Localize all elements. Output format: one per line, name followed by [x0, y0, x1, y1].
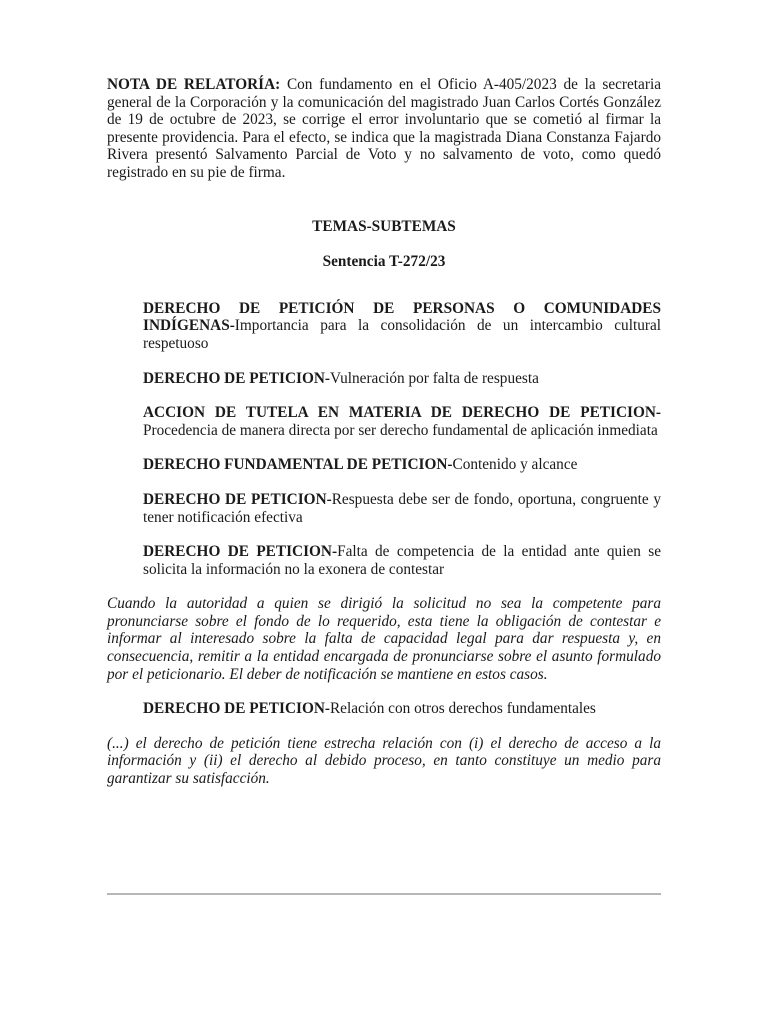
tema-text: Relación con otros derechos fundamentales	[329, 700, 596, 718]
tema-text: Falta de competencia de la entidad ante quien se solicita la información no la exonera de contestar	[143, 543, 661, 578]
temas-list	[107, 300, 661, 579]
quote-relacion: (...) el derecho de petición tiene estrecha relación con (i) el derecho de acceso a la información y (ii) el derecho al debido proceso, en tanto constituye un medio para garantizar su satisfacción.	[107, 734, 661, 788]
tema-bold: DERECHO DE PETICION-	[143, 700, 330, 718]
nota-relatoria	[107, 76, 661, 182]
tema-bold: DERECHO DE PETICION-	[143, 369, 330, 387]
tema-bold: DERECHO DE PETICION-	[143, 543, 338, 561]
tema-item	[143, 456, 661, 474]
tema-text: Procedencia de manera directa por ser derecho fundamental de aplicación inmediata	[143, 421, 658, 439]
page-divider	[107, 893, 661, 895]
tema-bold: DERECHO FUNDAMENTAL DE PETICION-	[143, 456, 453, 474]
tema-text: Vulneración por falta de respuesta	[329, 369, 539, 387]
tema-text: Contenido y alcance	[452, 456, 578, 474]
tema-item	[143, 404, 661, 439]
tema-item	[143, 700, 661, 718]
nota-text: Con fundamento en el Oficio A-405/2023 de la secretaria general de la Corporación y la comunicación del magistrado Juan Carlos Cortés González de 19 de octubre de 2023, se corrige el error involuntario que se cometió al firmar la presente providencia. Para el efecto, se indica que la magistrada Diana Constanza Fajardo Rivera presentó Salvamento Parcial de Voto y no salvamento de voto, como quedó registrado en su pie de firma.	[107, 76, 661, 181]
tema-item	[143, 370, 661, 388]
tema-text: Respuesta debe ser de fondo, oportuna, congruente y tener notificación efectiva	[143, 490, 662, 526]
tema-item	[143, 491, 661, 526]
tema-bold: ACCION DE TUTELA EN MATERIA DE DERECHO DE PETICION-	[143, 404, 661, 422]
quote-competencia: Cuando la autoridad a quien se dirigió la solicitud no sea la competente para pronunciarse sobre el fondo de lo requerido, esta tiene la obligación de contestar e informar al interesado sobre la falta de capacidad legal para dar respuesta y, en consecuencia, remitir a la entidad encargada de pronunciarse sobre el asunto formulado por el peticionario. El deber de notificación se mantiene en estos casos.	[107, 595, 661, 683]
sentencia-heading: Sentencia T-272/23	[322, 253, 446, 271]
temas-heading: TEMAS-SUBTEMAS	[312, 217, 456, 235]
document-page	[107, 76, 661, 805]
tema-bold: DERECHO DE PETICIÓN DE PERSONAS O COMUNIDADES INDÍGENAS-	[143, 299, 661, 335]
tema-item	[143, 300, 661, 353]
tema-item	[143, 543, 661, 578]
tema-bold: DERECHO DE PETICION-	[143, 490, 332, 508]
tema-text: Importancia para la consolidación de un intercambio cultural respetuoso	[143, 317, 661, 352]
nota-label: NOTA DE RELATORÍA:	[107, 76, 281, 93]
